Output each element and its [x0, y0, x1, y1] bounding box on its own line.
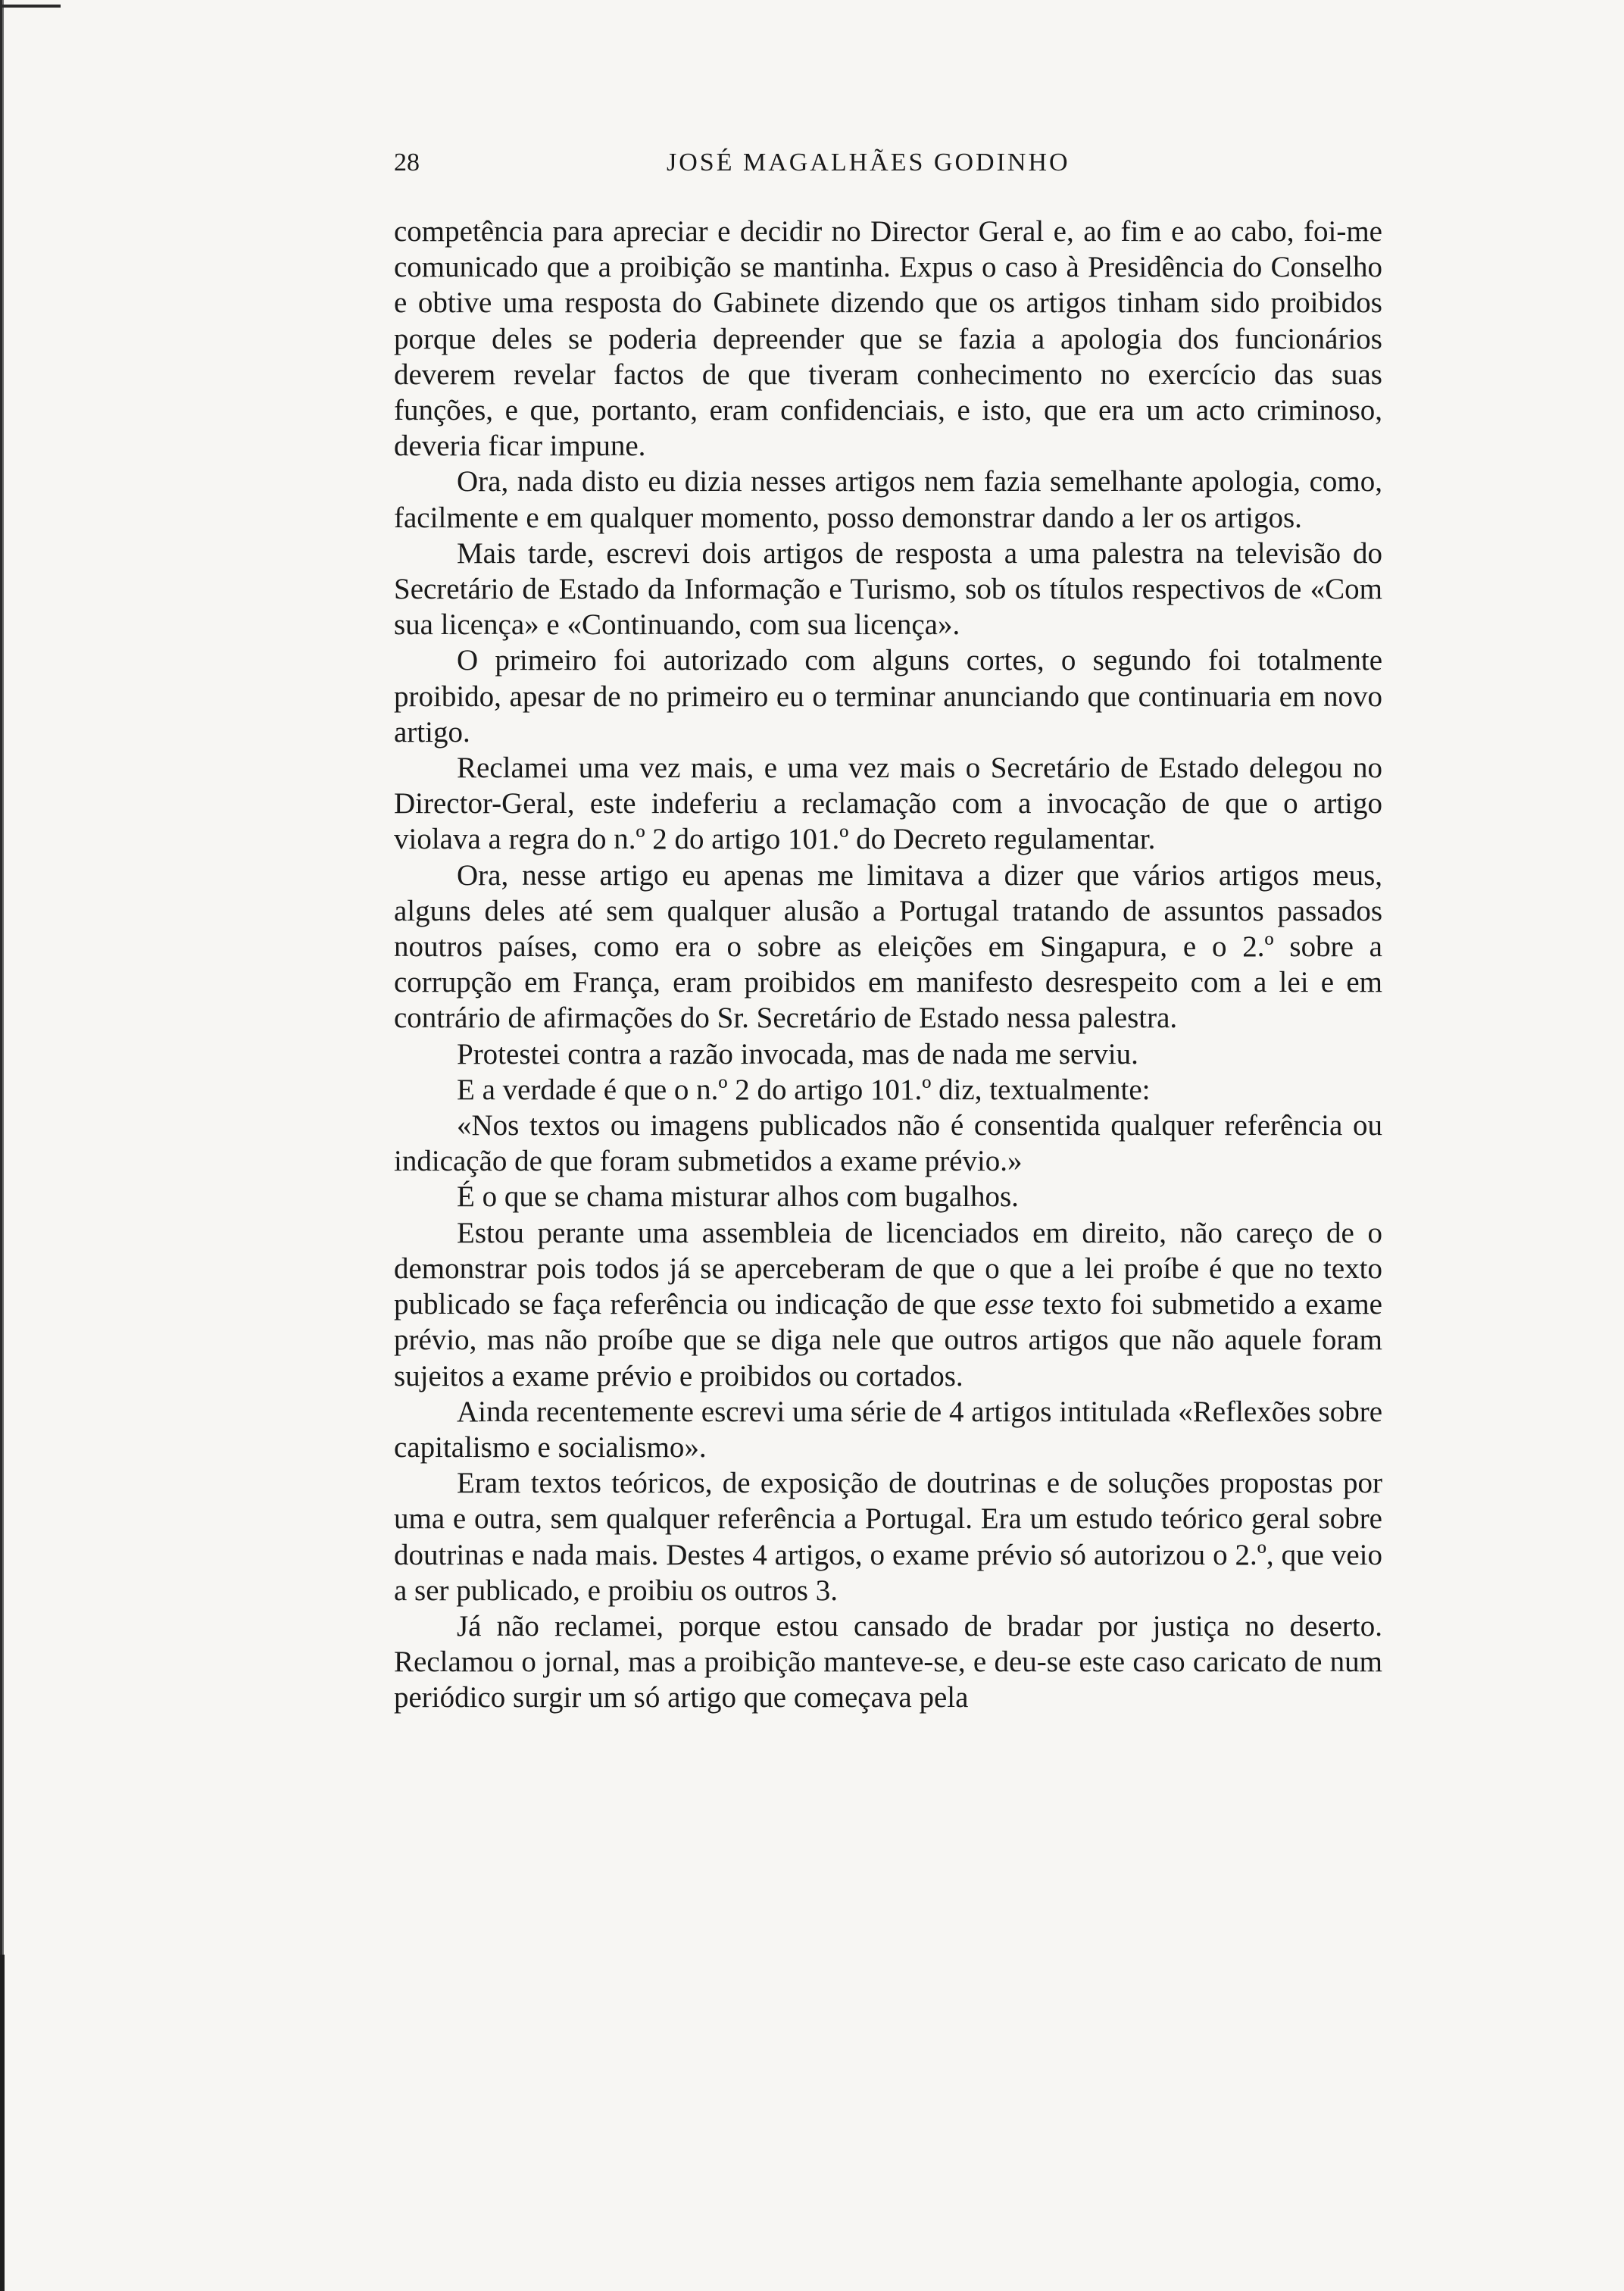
paragraph: Ora, nada disto eu dizia nesses artigos nem fazia semelhante apologia, como, facilmente e em qualquer momento, posso demonstrar dando a ler os artigos.: [394, 465, 1382, 534]
scan-mark-bottom: [0, 1955, 14, 2291]
paragraph: Ora, nesse artigo eu apenas me limitava a dizer que vários artigos meus, alguns deles até sem qualquer alusão a Portugal tratando de assuntos passados noutros países, como era o sobre as eleições em Singapura, e o 2.º sobre a corrupção em França, eram proibidos em manifesto desrespeito com a lei e em contrário de afirmações do Sr. Secretário de Estado nessa palestra.: [394, 858, 1382, 1035]
paragraph: Reclamei uma vez mais, e uma vez mais o Secretário de Estado delegou no Director-Geral, este indeferiu a reclamação com a invocação de que o artigo violava a regra do n.º 2 do artigo 101.º do Decreto regulamentar.: [394, 752, 1382, 856]
paragraph: competência para apreciar e decidir no Director Geral e, ao fim e ao cabo, foi-me comunicado que a proibição se mantinha. Expus o caso à Presidência do Conselho e obtive uma resposta do Gabinete dizendo que os artigos tinham sido proibidos porque deles se poderia depreender que se fazia a apologia dos funcionários deverem revelar factos de que tiveram conhecimento no exercício das suas funções, e que, portanto, eram confidenciais, e isto, que era um acto criminoso, deveria ficar impune.: [394, 215, 1382, 463]
paragraph: Já não reclamei, porque estou cansado de bradar por justiça no deserto. Reclamou o jornal, mas a proibição manteve-se, e deu-se este caso caricato de num periódico surgir um só artigo que começava pela: [394, 1609, 1382, 1714]
paragraph: Protestei contra a razão invocada, mas de nada me serviu.: [457, 1037, 1138, 1070]
paragraph: É o que se chama misturar alhos com bugalhos.: [457, 1180, 1019, 1214]
scan-edge: [0, 0, 8, 2291]
text-run: Estou perante uma assembleia de licenciados em direito, não careço de o demonstrar pois todos já se aperceberam de que o que a lei proíbe é que no texto publicado se faça referência ou indicação de que: [394, 1216, 1382, 1321]
paragraph: Mais tarde, escrevi dois artigos de resposta a uma palestra na televisão do Secretário de Estado da Informação e Turismo, sob os títulos respectivos de «Com sua licença» e «Continuando, com sua licença».: [394, 536, 1382, 642]
paragraph-with-emphasis: [394, 1215, 1382, 1394]
paragraph: Eram textos teóricos, de exposição de doutrinas e de soluções propostas por uma e outra, sem qualquer referência a Portugal. Era um estudo teórico geral sobre doutrinas e nada mais. Destes 4 artigos, o exame prévio só autorizou o 2.º, que veio a ser publicado, e proibiu os outros 3.: [394, 1467, 1382, 1607]
paragraph: Ainda recentemente escrevi uma série de 4 artigos intitulada «Reflexões sobre capitalismo e socialismo».: [394, 1395, 1382, 1464]
quotation: «Nos textos ou imagens publicados não é consentida qualquer referência ou indicação de que foram submetidos a exame prévio.»: [394, 1109, 1382, 1178]
body-text: [394, 214, 1382, 1716]
page-header: [394, 144, 1379, 182]
paragraph: E a verdade é que o n.º 2 do artigo 101.º diz, textualmente:: [457, 1073, 1151, 1106]
running-head: JOSÉ MAGALHÃES GODINHO: [667, 148, 1070, 177]
emphasis: esse: [985, 1288, 1034, 1321]
page-number: 28: [394, 148, 420, 177]
paragraph: O primeiro foi autorizado com alguns cortes, o segundo foi totalmente proibido, apesar de no primeiro eu o terminar anunciando que continuaria em novo artigo.: [394, 644, 1382, 749]
text-run: texto foi submetido a exame prévio, mas não proíbe que se diga nele que outros artigos que não aquele foram sujeitos a exame prévio e proibidos ou cortados.: [394, 1288, 1382, 1392]
scan-mark-top: [0, 5, 61, 8]
